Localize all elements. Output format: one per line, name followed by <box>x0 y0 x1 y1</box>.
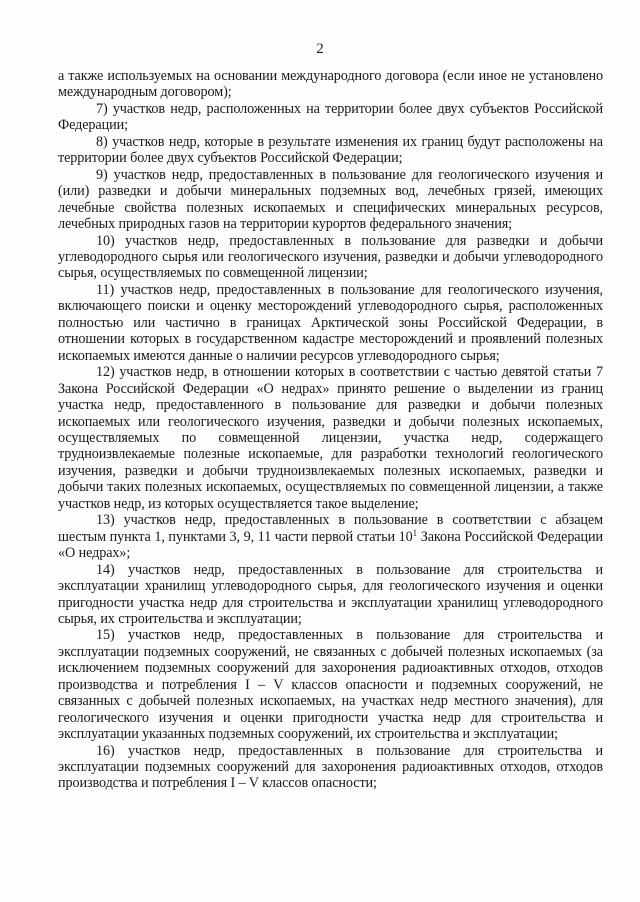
list-item-14: 14) участков недр, предоставленных в пользование для строительства и эксплуатации хранилищ углеводородного сырья, для геологического изучения и оценки пригодности участка недр для строительства и эксплуатации хранилищ углеводородного сырья, их строительства и эксплуатации; <box>58 561 603 627</box>
document-body <box>58 68 603 792</box>
list-item-8: 8) участков недр, которые в результате изменения их границ будут расположены на территории более двух субъектов Российской Федерации; <box>58 133 603 167</box>
list-item-10: 10) участков недр, предоставленных в пользование для разведки и добычи углеводородного сырья или геологического изучения, разведки и добычи углеводородного сырья, осуществляемых по совмещенной лицензии; <box>58 232 603 282</box>
list-item-16: 16) участков недр, предоставленных в пользование для строительства и эксплуатации подземных сооружений для захоронения радиоактивных отходов, отходов производства и потребления I – V классов опасности; <box>58 742 603 792</box>
list-item-13 <box>58 512 603 561</box>
list-item-9: 9) участков недр, предоставленных в пользование для геологического изучения и (или) разведки и добычи минеральных подземных вод, лечебных грязей, имеющих лечебные свойства полезных ископаемых и специфических минеральных ресурсов, лечебных природных газов на территории курортов федерального значения; <box>58 166 603 233</box>
page-number: 2 <box>316 41 324 57</box>
superscript-1: 1 <box>412 527 418 538</box>
list-item-13-text: 13) участков недр, предоставленных в пользование в соответствии с абзацем шестым пункта 1, пунктами 3, 9, 11 части первой статьи 10 <box>58 512 603 545</box>
list-item-15: 15) участков недр, предоставленных в пользование для строительства и эксплуатации подземных сооружений, не связанных с добычей полезных ископаемых (за исключением подземных сооружений для захоронения радиоактивных отходов, отходов производства и потребления I – V классов опасности и подземных сооружений, не связанных с добычей полезных ископаемых, на участках недр местного значения), для геологического изучения и оценки пригодности участка недр для строительства и эксплуатации указанных подземных сооружений, их строительства и эксплуатации; <box>58 627 603 743</box>
list-item-12: 12) участков недр, в отношении которых в соответствии с частью девятой статьи 7 Закона Российской Федерации «О недрах» принято решение о выделении из границ участка недр, предоставленного в пользование для разведки и добычи полезных ископаемых или геологического изучения, разведки и добычи полезных ископаемых, осуществляемых по совмещенной лицензии, участка недр, содержащего трудноизвлекаемые полезные ископаемые, для разработки технологий геологического изучения, разведки и добычи трудноизвлекаемых полезных ископаемых, разведки и добычи таких полезных ископаемых, осуществляемых по совмещенной лицензии, а также участков недр, из которых осуществляется такое выделение; <box>58 364 603 512</box>
list-item-7: 7) участков недр, расположенных на территории более двух субъектов Российской Федерации; <box>58 100 603 134</box>
intro-paragraph: а также используемых на основании международного договора (если иное не установлено международным договором); <box>58 68 603 101</box>
list-item-11: 11) участков недр, предоставленных в пользование для геологического изучения, включающего поиски и оценку месторождений углеводородного сырья, расположенных полностью или частично в границах Арктической зоны Российской Федерации, в отношении которых в государственном кадастре месторождений и проявлений полезных ископаемых имеются данные о наличии ресурсов углеводородного сырья; <box>58 281 603 364</box>
list-item-13-tail: Закона Российской Федерации «О недрах»; <box>58 528 603 562</box>
